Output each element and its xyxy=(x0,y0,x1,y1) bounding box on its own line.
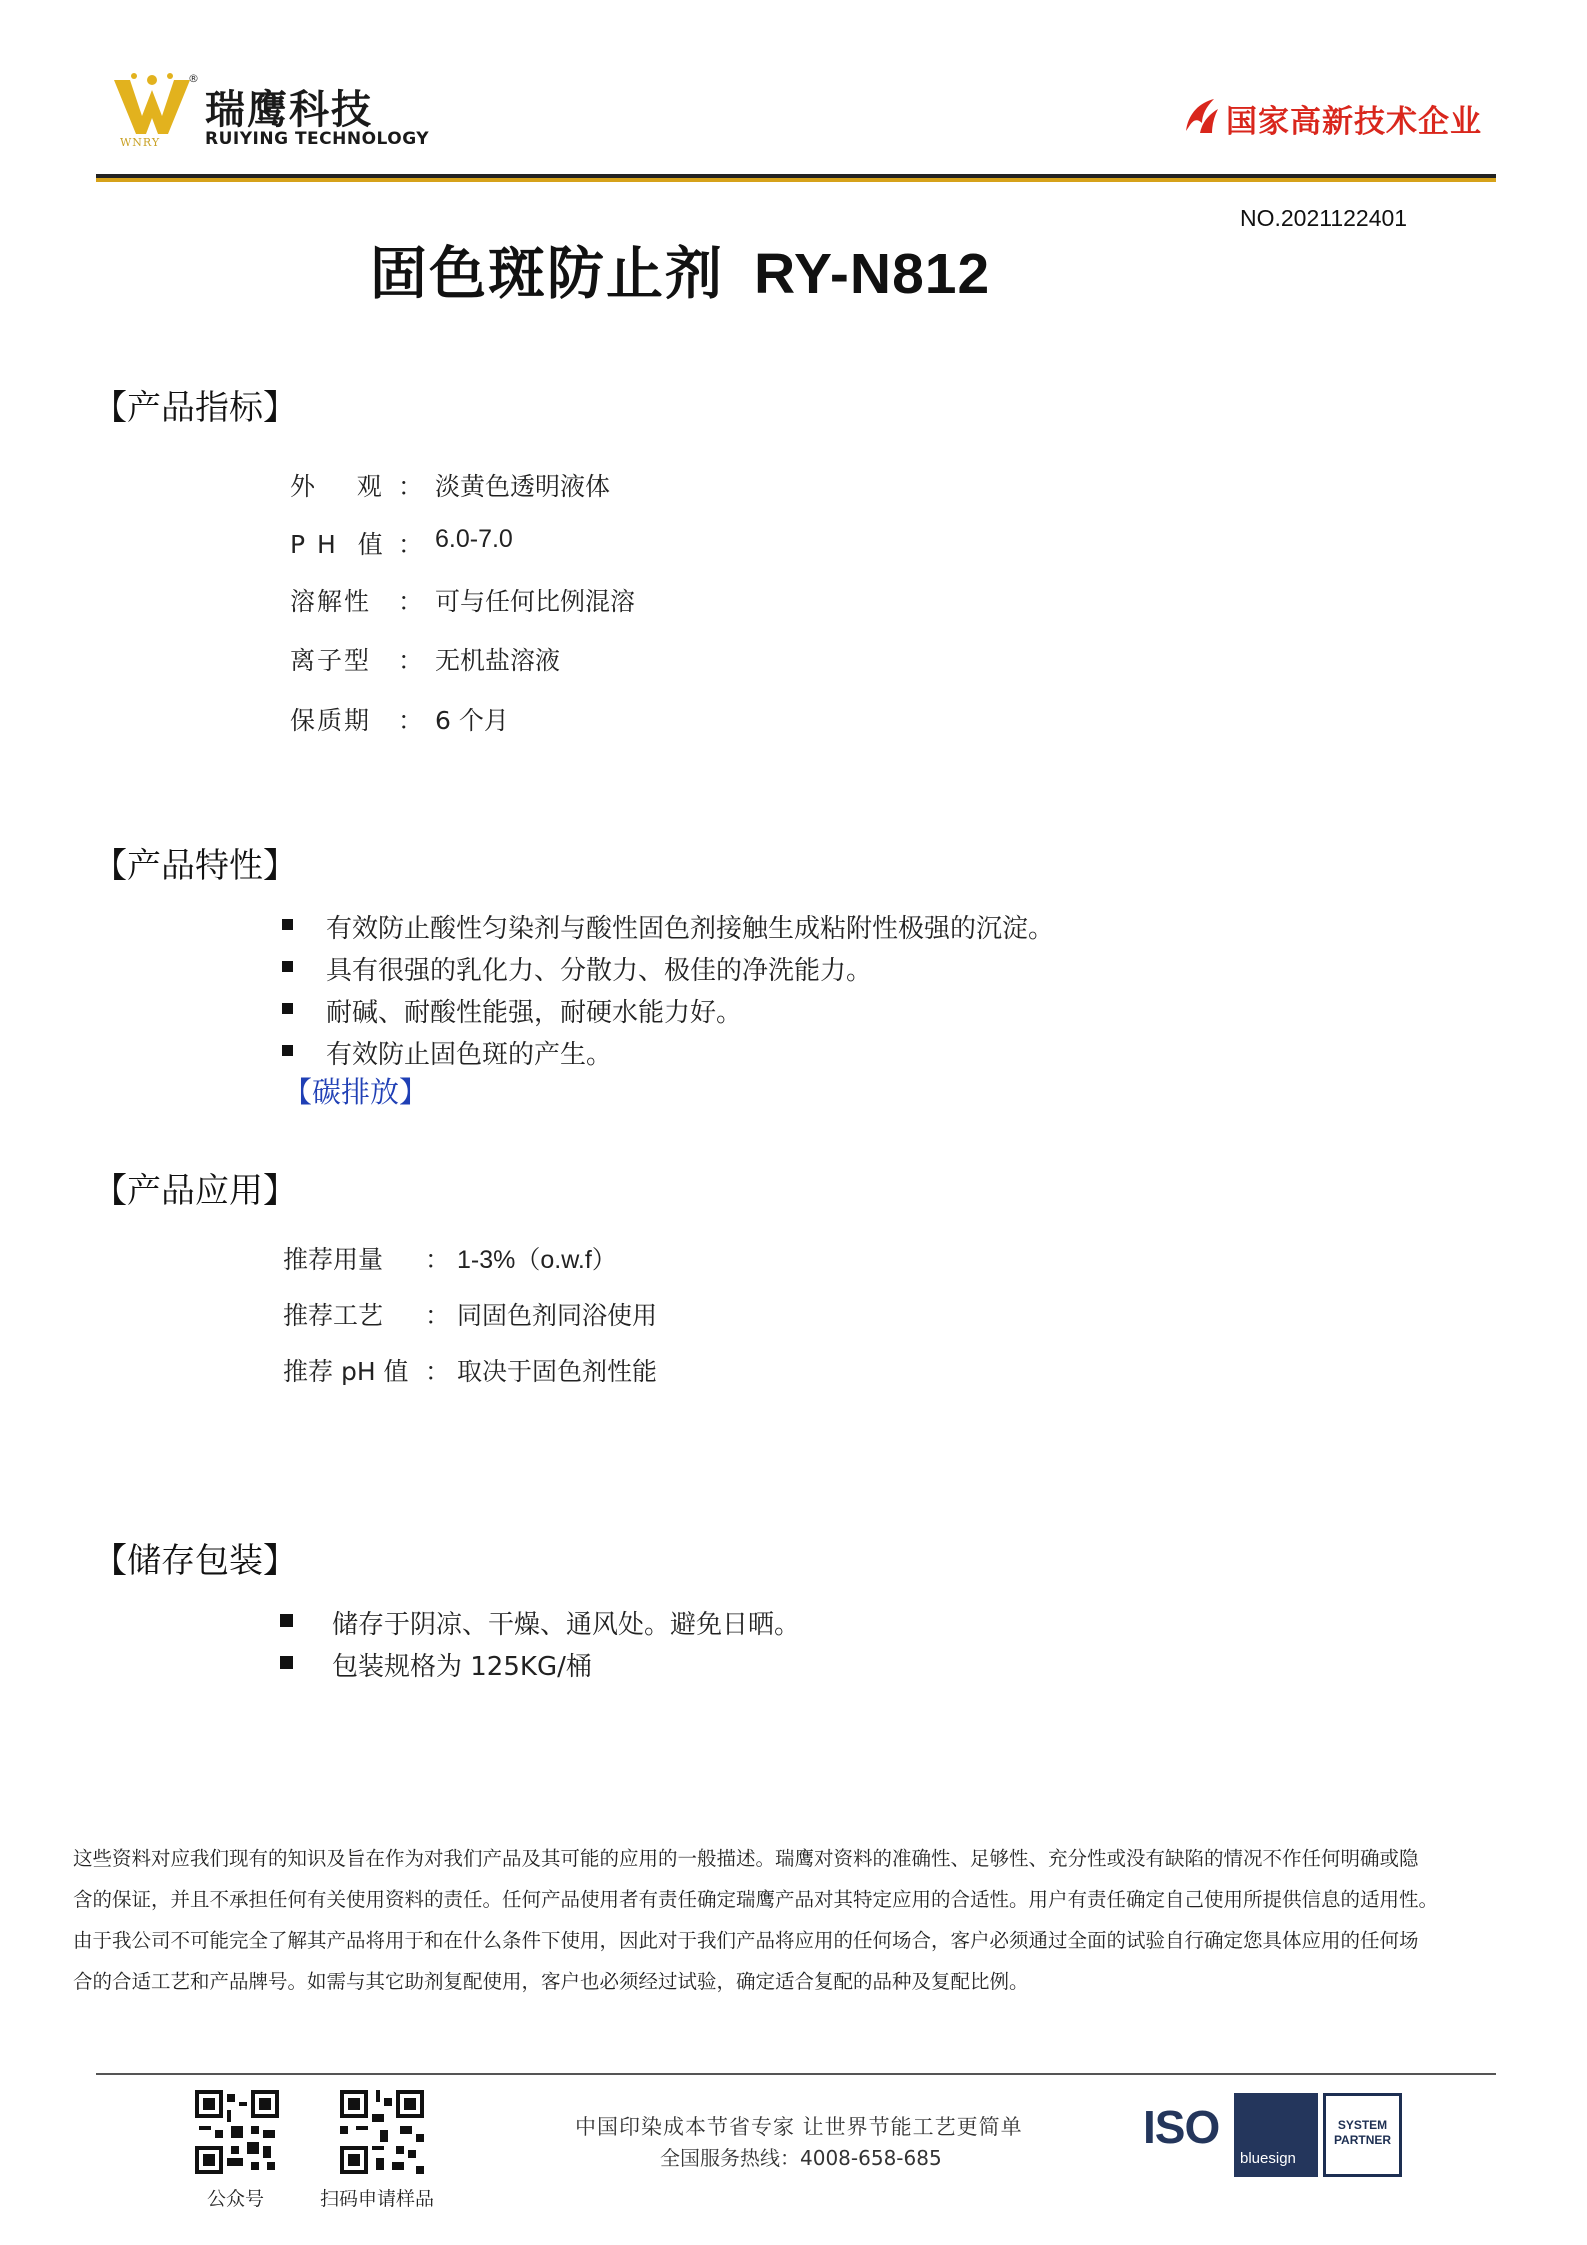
list-item-text: 具有很强的乳化力、分散力、极佳的净洗能力。 xyxy=(326,956,873,986)
qr-code-icon[interactable] xyxy=(340,2090,424,2174)
disclaimer-line: 这些资料对应我们现有的知识及旨在作为对我们产品及其可能的应用的一般描述。瑞鹰对资料的准确性、足够性、充分性或没有缺陷的情况不作任何明确或隐 xyxy=(73,1847,1419,1870)
list-item xyxy=(280,1604,1480,1638)
list-item-text: 储存于阴凉、干燥、通风处。避免日晒。 xyxy=(332,1610,801,1640)
bullet-square-icon xyxy=(282,1003,293,1014)
spec-value: 6 个月 xyxy=(435,706,509,735)
carbon-emission-tag[interactable]: 【碳排放】 xyxy=(283,1075,429,1109)
app-key: 推荐工艺 xyxy=(283,1301,384,1330)
spec-row-ionic-type xyxy=(290,641,890,675)
bullet-square-icon xyxy=(282,1045,293,1056)
spec-colon: ： xyxy=(398,587,424,616)
spec-value: 6.0-7.0 xyxy=(435,525,513,553)
iso-logo: ISO xyxy=(1143,2101,1220,2153)
high-tech-enterprise-badge: 国家高新技术企业 xyxy=(1226,104,1482,140)
app-key: 推荐用量 xyxy=(283,1245,384,1274)
app-colon: ： xyxy=(425,1245,451,1274)
list-item xyxy=(280,1646,1480,1680)
spec-key: 溶解性 xyxy=(290,587,372,616)
section-heading-features: 【产品特性】 xyxy=(93,846,297,886)
app-colon: ： xyxy=(425,1301,451,1330)
registered-mark: ® xyxy=(188,72,199,85)
app-value: 1-3%（o.w.f） xyxy=(457,1246,617,1274)
document-number: NO.2021122401 xyxy=(1240,205,1408,231)
app-row-dosage xyxy=(283,1240,983,1274)
list-item xyxy=(282,908,1482,942)
app-row-ph xyxy=(283,1352,983,1386)
spec-key: 保质期 xyxy=(290,706,372,735)
list-item xyxy=(282,950,1482,984)
app-colon: ： xyxy=(425,1357,451,1386)
footer-hotline: 全国服务热线：4008-658-685 xyxy=(660,2146,942,2170)
app-value: 同固色剂同浴使用 xyxy=(457,1301,658,1330)
list-item-text: 包装规格为 125KG/桶 xyxy=(332,1652,592,1682)
section-heading-application: 【产品应用】 xyxy=(93,1171,297,1211)
app-value: 取决于固色剂性能 xyxy=(457,1357,658,1386)
page-title xyxy=(370,228,990,310)
list-item-text: 有效防止酸性匀染剂与酸性固色剂接触生成粘附性极强的沉淀。 xyxy=(326,914,1055,944)
footer-divider xyxy=(96,2073,1496,2075)
bullet-square-icon xyxy=(280,1656,293,1669)
brand-name-en: RUIYING TECHNOLOGY xyxy=(205,129,430,149)
bullet-square-icon xyxy=(282,919,293,930)
spec-row-shelf-life xyxy=(290,701,890,735)
spec-key: 离子型 xyxy=(290,646,372,675)
spec-row-solubility xyxy=(290,582,890,616)
disclaimer-line: 由于我公司不可能完全了解其产品将用于和在什么条件下使用，因此对于我们产品将应用的任何场合，客户必须通过全面的试验自行确定您具体应用的任何场 xyxy=(73,1929,1419,1952)
qr-label-official-account: 公众号 xyxy=(207,2188,265,2210)
disclaimer-line: 含的保证，并且不承担任何有关使用资料的责任。任何产品使用者有责任确定瑞鹰产品对其特定应用的合适性。用户有责任确定自己使用所提供信息的适用性。 xyxy=(73,1888,1439,1911)
partner-text-1: SYSTEM xyxy=(1337,2118,1388,2132)
list-item-text: 有效防止固色斑的产生。 xyxy=(326,1040,613,1070)
bullet-square-icon xyxy=(282,961,293,972)
section-heading-indicators: 【产品指标】 xyxy=(93,388,297,428)
header-divider-gold xyxy=(96,178,1496,182)
list-item-text: 耐碱、耐酸性能强，耐硬水能力好。 xyxy=(326,998,743,1028)
partner-text-2: PARTNER xyxy=(1333,2133,1392,2147)
disclaimer xyxy=(73,1838,1548,2002)
spec-value: 无机盐溶液 xyxy=(435,646,561,675)
product-name: 固色斑防止剂 xyxy=(370,241,724,307)
app-key: 推荐 pH 值 xyxy=(283,1357,409,1386)
product-model: RY-N812 xyxy=(754,242,991,306)
disclaimer-line: 合的合适工艺和产品牌号。如需与其它助剂复配使用，客户也必须经过试验，确定适合复配的品种及复配比例。 xyxy=(73,1970,1029,1993)
section-heading-storage: 【储存包装】 xyxy=(93,1541,297,1581)
footer-slogan: 中国印染成本节省专家 让世界节能工艺更简单 xyxy=(575,2115,1023,2139)
spec-colon: ： xyxy=(398,646,424,675)
spec-key: 外 观 xyxy=(290,472,384,501)
spec-value: 可与任何比例混溶 xyxy=(435,587,636,616)
brand-name-cn: 瑞鹰科技 xyxy=(205,87,373,133)
spec-colon: ： xyxy=(398,530,424,559)
logo-subtext: WNRY xyxy=(120,136,161,149)
qr-code-icon[interactable] xyxy=(195,2090,279,2174)
spec-row-appearance xyxy=(290,467,890,501)
high-tech-badge-icon xyxy=(1180,95,1222,137)
bluesign-logo-text: bluesign xyxy=(1240,2150,1296,2167)
list-item xyxy=(282,1034,1482,1068)
list-item xyxy=(282,992,1482,1026)
wnry-logo-icon xyxy=(112,72,192,146)
spec-colon: ： xyxy=(398,706,424,735)
spec-key: P H 值 xyxy=(290,530,385,559)
app-row-process xyxy=(283,1296,983,1330)
spec-value: 淡黄色透明液体 xyxy=(435,472,611,501)
spec-colon: ： xyxy=(398,472,424,501)
spec-row-ph xyxy=(290,525,890,559)
qr-label-request-sample: 扫码申请样品 xyxy=(320,2188,435,2210)
system-partner-badge xyxy=(1323,2093,1402,2177)
bullet-square-icon xyxy=(280,1614,293,1627)
